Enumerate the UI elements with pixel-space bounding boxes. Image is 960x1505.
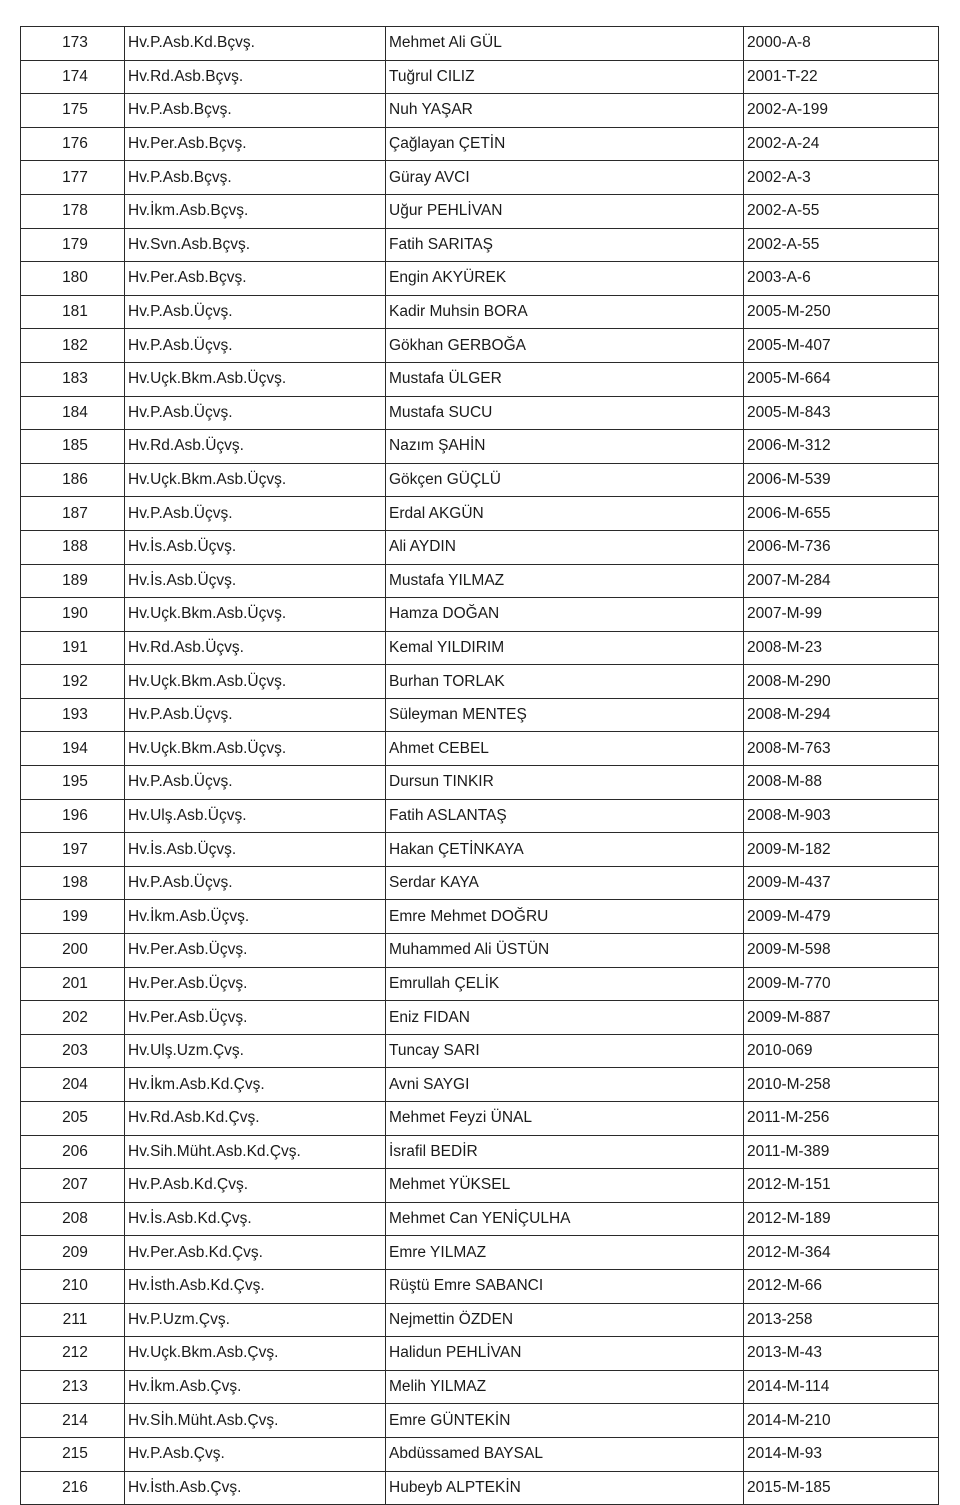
- rank-cell: Hv.P.Asb.Çvş.: [125, 1437, 386, 1471]
- person-name-cell: Serdar KAYA: [386, 866, 744, 900]
- person-name-cell: Güray AVCI: [386, 161, 744, 195]
- registry-number-cell: 2005-M-407: [744, 329, 939, 363]
- person-name-cell: Kadir Muhsin BORA: [386, 295, 744, 329]
- person-name-cell: Fatih ASLANTAŞ: [386, 799, 744, 833]
- table-row: [21, 1303, 939, 1337]
- registry-number-cell: 2010-M-258: [744, 1068, 939, 1102]
- rank-cell: Hv.Per.Asb.Kd.Çvş.: [125, 1236, 386, 1270]
- person-name-cell: Mustafa ÜLGER: [386, 362, 744, 396]
- registry-number-cell: 2010-069: [744, 1034, 939, 1068]
- person-name-cell: Engin AKYÜREK: [386, 262, 744, 296]
- registry-number-cell: 2006-M-312: [744, 430, 939, 464]
- registry-number-cell: 2015-M-185: [744, 1471, 939, 1505]
- table-row: [21, 1269, 939, 1303]
- table-row: [21, 598, 939, 632]
- row-number-cell: 180: [21, 262, 125, 296]
- table-row: [21, 27, 939, 61]
- table-row: [21, 564, 939, 598]
- person-name-cell: Tuncay SARI: [386, 1034, 744, 1068]
- rank-cell: Hv.Rd.Asb.Bçvş.: [125, 60, 386, 94]
- person-name-cell: Abdüssamed BAYSAL: [386, 1437, 744, 1471]
- person-name-cell: Gökhan GERBOĞA: [386, 329, 744, 363]
- person-name-cell: Hamza DOĞAN: [386, 598, 744, 632]
- person-name-cell: Hakan ÇETİNKAYA: [386, 833, 744, 867]
- rank-cell: Hv.Per.Asb.Bçvş.: [125, 127, 386, 161]
- rank-cell: Hv.Rd.Asb.Üçvş.: [125, 631, 386, 665]
- table-row: [21, 1437, 939, 1471]
- registry-number-cell: 2013-M-43: [744, 1337, 939, 1371]
- registry-number-cell: 2006-M-655: [744, 497, 939, 531]
- table-row: [21, 60, 939, 94]
- person-name-cell: Mehmet YÜKSEL: [386, 1169, 744, 1203]
- registry-number-cell: 2007-M-99: [744, 598, 939, 632]
- person-name-cell: Avni SAYGI: [386, 1068, 744, 1102]
- registry-number-cell: 2009-M-770: [744, 967, 939, 1001]
- rank-cell: Hv.Svn.Asb.Bçvş.: [125, 228, 386, 262]
- table-row: [21, 396, 939, 430]
- table-row: [21, 934, 939, 968]
- person-name-cell: Tuğrul CILIZ: [386, 60, 744, 94]
- table-row: [21, 463, 939, 497]
- row-number-cell: 183: [21, 362, 125, 396]
- row-number-cell: 202: [21, 1001, 125, 1035]
- table-row: [21, 766, 939, 800]
- registry-number-cell: 2012-M-189: [744, 1202, 939, 1236]
- person-name-cell: Mehmet Feyzi ÜNAL: [386, 1102, 744, 1136]
- row-number-cell: 210: [21, 1269, 125, 1303]
- row-number-cell: 176: [21, 127, 125, 161]
- table-row: [21, 631, 939, 665]
- rank-cell: Hv.Uçk.Bkm.Asb.Üçvş.: [125, 732, 386, 766]
- table-row: [21, 900, 939, 934]
- registry-number-cell: 2008-M-294: [744, 698, 939, 732]
- rank-cell: Hv.Uçk.Bkm.Asb.Üçvş.: [125, 665, 386, 699]
- table-row: [21, 1034, 939, 1068]
- registry-number-cell: 2014-M-114: [744, 1370, 939, 1404]
- person-name-cell: Kemal YILDIRIM: [386, 631, 744, 665]
- person-name-cell: Emre GÜNTEKİN: [386, 1404, 744, 1438]
- rank-cell: Hv.İs.Asb.Üçvş.: [125, 564, 386, 598]
- person-name-cell: Eniz FIDAN: [386, 1001, 744, 1035]
- rank-cell: Hv.Rd.Asb.Üçvş.: [125, 430, 386, 464]
- row-number-cell: 204: [21, 1068, 125, 1102]
- row-number-cell: 208: [21, 1202, 125, 1236]
- table-row: [21, 1337, 939, 1371]
- rank-cell: Hv.Sİh.Müht.Asb.Çvş.: [125, 1404, 386, 1438]
- person-name-cell: Mehmet Ali GÜL: [386, 27, 744, 61]
- table-row: [21, 194, 939, 228]
- person-name-cell: Halidun PEHLİVAN: [386, 1337, 744, 1371]
- rank-cell: Hv.P.Asb.Kd.Bçvş.: [125, 27, 386, 61]
- person-name-cell: Mustafa YILMAZ: [386, 564, 744, 598]
- person-name-cell: Rüştü Emre SABANCI: [386, 1269, 744, 1303]
- row-number-cell: 182: [21, 329, 125, 363]
- registry-number-cell: 2014-M-93: [744, 1437, 939, 1471]
- person-name-cell: Çağlayan ÇETİN: [386, 127, 744, 161]
- rank-cell: Hv.İsth.Asb.Çvş.: [125, 1471, 386, 1505]
- row-number-cell: 179: [21, 228, 125, 262]
- table-row: [21, 1370, 939, 1404]
- table-row: [21, 362, 939, 396]
- rank-cell: Hv.P.Asb.Bçvş.: [125, 161, 386, 195]
- rank-cell: Hv.Per.Asb.Üçvş.: [125, 934, 386, 968]
- row-number-cell: 206: [21, 1135, 125, 1169]
- table-row: [21, 799, 939, 833]
- rank-cell: Hv.P.Asb.Üçvş.: [125, 497, 386, 531]
- registry-number-cell: 2002-A-55: [744, 194, 939, 228]
- rank-cell: Hv.İs.Asb.Üçvş.: [125, 530, 386, 564]
- table-row: [21, 1169, 939, 1203]
- rank-cell: Hv.İs.Asb.Kd.Çvş.: [125, 1202, 386, 1236]
- person-name-cell: Emre Mehmet DOĞRU: [386, 900, 744, 934]
- rank-cell: Hv.İkm.Asb.Kd.Çvş.: [125, 1068, 386, 1102]
- person-name-cell: Nejmettin ÖZDEN: [386, 1303, 744, 1337]
- person-name-cell: İsrafil BEDİR: [386, 1135, 744, 1169]
- registry-number-cell: 2008-M-88: [744, 766, 939, 800]
- person-name-cell: Dursun TINKIR: [386, 766, 744, 800]
- rank-cell: Hv.Per.Asb.Üçvş.: [125, 1001, 386, 1035]
- row-number-cell: 175: [21, 94, 125, 128]
- row-number-cell: 192: [21, 665, 125, 699]
- registry-number-cell: 2002-A-24: [744, 127, 939, 161]
- row-number-cell: 173: [21, 27, 125, 61]
- registry-number-cell: 2000-A-8: [744, 27, 939, 61]
- person-name-cell: Emre YILMAZ: [386, 1236, 744, 1270]
- rank-cell: Hv.İkm.Asb.Üçvş.: [125, 900, 386, 934]
- person-name-cell: Burhan TORLAK: [386, 665, 744, 699]
- table-row: [21, 228, 939, 262]
- row-number-cell: 207: [21, 1169, 125, 1203]
- rank-cell: Hv.Per.Asb.Üçvş.: [125, 967, 386, 1001]
- registry-number-cell: 2005-M-250: [744, 295, 939, 329]
- rank-cell: Hv.Uçk.Bkm.Asb.Üçvş.: [125, 598, 386, 632]
- table-row: [21, 530, 939, 564]
- registry-number-cell: 2002-A-199: [744, 94, 939, 128]
- person-name-cell: Melih YILMAZ: [386, 1370, 744, 1404]
- row-number-cell: 213: [21, 1370, 125, 1404]
- registry-number-cell: 2013-258: [744, 1303, 939, 1337]
- person-name-cell: Erdal AKGÜN: [386, 497, 744, 531]
- table-row: [21, 127, 939, 161]
- rank-cell: Hv.Uçk.Bkm.Asb.Üçvş.: [125, 362, 386, 396]
- rank-cell: Hv.Sih.Müht.Asb.Kd.Çvş.: [125, 1135, 386, 1169]
- row-number-cell: 191: [21, 631, 125, 665]
- rank-cell: Hv.P.Asb.Üçvş.: [125, 295, 386, 329]
- row-number-cell: 190: [21, 598, 125, 632]
- person-name-cell: Muhammed Ali ÜSTÜN: [386, 934, 744, 968]
- row-number-cell: 194: [21, 732, 125, 766]
- table-row: [21, 1404, 939, 1438]
- table-row: [21, 430, 939, 464]
- rank-cell: Hv.Uçk.Bkm.Asb.Üçvş.: [125, 463, 386, 497]
- row-number-cell: 200: [21, 934, 125, 968]
- row-number-cell: 216: [21, 1471, 125, 1505]
- registry-number-cell: 2014-M-210: [744, 1404, 939, 1438]
- registry-number-cell: 2012-M-364: [744, 1236, 939, 1270]
- table-row: [21, 665, 939, 699]
- row-number-cell: 209: [21, 1236, 125, 1270]
- personnel-table-body: [21, 27, 939, 1505]
- table-row: [21, 1202, 939, 1236]
- rank-cell: Hv.P.Asb.Üçvş.: [125, 396, 386, 430]
- registry-number-cell: 2001-T-22: [744, 60, 939, 94]
- row-number-cell: 193: [21, 698, 125, 732]
- registry-number-cell: 2002-A-55: [744, 228, 939, 262]
- rank-cell: Hv.P.Asb.Bçvş.: [125, 94, 386, 128]
- registry-number-cell: 2008-M-763: [744, 732, 939, 766]
- row-number-cell: 178: [21, 194, 125, 228]
- row-number-cell: 174: [21, 60, 125, 94]
- row-number-cell: 187: [21, 497, 125, 531]
- person-name-cell: Nazım ŞAHİN: [386, 430, 744, 464]
- rank-cell: Hv.P.Asb.Üçvş.: [125, 698, 386, 732]
- registry-number-cell: 2009-M-182: [744, 833, 939, 867]
- registry-number-cell: 2012-M-151: [744, 1169, 939, 1203]
- row-number-cell: 185: [21, 430, 125, 464]
- table-row: [21, 497, 939, 531]
- table-row: [21, 833, 939, 867]
- registry-number-cell: 2005-M-843: [744, 396, 939, 430]
- row-number-cell: 196: [21, 799, 125, 833]
- table-row: [21, 1102, 939, 1136]
- row-number-cell: 199: [21, 900, 125, 934]
- row-number-cell: 184: [21, 396, 125, 430]
- rank-cell: Hv.P.Asb.Kd.Çvş.: [125, 1169, 386, 1203]
- document-page: [20, 26, 938, 1505]
- table-row: [21, 866, 939, 900]
- table-row: [21, 1068, 939, 1102]
- table-row: [21, 1236, 939, 1270]
- row-number-cell: 205: [21, 1102, 125, 1136]
- personnel-table: [20, 26, 939, 1505]
- row-number-cell: 212: [21, 1337, 125, 1371]
- table-row: [21, 329, 939, 363]
- registry-number-cell: 2007-M-284: [744, 564, 939, 598]
- table-row: [21, 967, 939, 1001]
- person-name-cell: Nuh YAŞAR: [386, 94, 744, 128]
- registry-number-cell: 2011-M-389: [744, 1135, 939, 1169]
- row-number-cell: 201: [21, 967, 125, 1001]
- table-row: [21, 1471, 939, 1505]
- registry-number-cell: 2006-M-539: [744, 463, 939, 497]
- person-name-cell: Fatih SARITAŞ: [386, 228, 744, 262]
- person-name-cell: Gökçen GÜÇLÜ: [386, 463, 744, 497]
- registry-number-cell: 2011-M-256: [744, 1102, 939, 1136]
- row-number-cell: 186: [21, 463, 125, 497]
- registry-number-cell: 2009-M-479: [744, 900, 939, 934]
- person-name-cell: Emrullah ÇELİK: [386, 967, 744, 1001]
- registry-number-cell: 2008-M-23: [744, 631, 939, 665]
- row-number-cell: 181: [21, 295, 125, 329]
- person-name-cell: Uğur PEHLİVAN: [386, 194, 744, 228]
- registry-number-cell: 2008-M-903: [744, 799, 939, 833]
- rank-cell: Hv.İkm.Asb.Çvş.: [125, 1370, 386, 1404]
- row-number-cell: 189: [21, 564, 125, 598]
- registry-number-cell: 2002-A-3: [744, 161, 939, 195]
- table-row: [21, 732, 939, 766]
- table-row: [21, 262, 939, 296]
- table-row: [21, 1001, 939, 1035]
- rank-cell: Hv.Ulş.Asb.Üçvş.: [125, 799, 386, 833]
- rank-cell: Hv.P.Asb.Üçvş.: [125, 866, 386, 900]
- registry-number-cell: 2003-A-6: [744, 262, 939, 296]
- table-row: [21, 698, 939, 732]
- rank-cell: Hv.İsth.Asb.Kd.Çvş.: [125, 1269, 386, 1303]
- table-row: [21, 94, 939, 128]
- person-name-cell: Süleyman MENTEŞ: [386, 698, 744, 732]
- registry-number-cell: 2006-M-736: [744, 530, 939, 564]
- table-row: [21, 161, 939, 195]
- registry-number-cell: 2008-M-290: [744, 665, 939, 699]
- row-number-cell: 198: [21, 866, 125, 900]
- row-number-cell: 215: [21, 1437, 125, 1471]
- registry-number-cell: 2009-M-887: [744, 1001, 939, 1035]
- rank-cell: Hv.Ulş.Uzm.Çvş.: [125, 1034, 386, 1068]
- rank-cell: Hv.Rd.Asb.Kd.Çvş.: [125, 1102, 386, 1136]
- table-row: [21, 295, 939, 329]
- person-name-cell: Hubeyb ALPTEKİN: [386, 1471, 744, 1505]
- row-number-cell: 197: [21, 833, 125, 867]
- registry-number-cell: 2012-M-66: [744, 1269, 939, 1303]
- rank-cell: Hv.İkm.Asb.Bçvş.: [125, 194, 386, 228]
- table-row: [21, 1135, 939, 1169]
- registry-number-cell: 2009-M-437: [744, 866, 939, 900]
- row-number-cell: 211: [21, 1303, 125, 1337]
- rank-cell: Hv.Uçk.Bkm.Asb.Çvş.: [125, 1337, 386, 1371]
- rank-cell: Hv.İs.Asb.Üçvş.: [125, 833, 386, 867]
- registry-number-cell: 2005-M-664: [744, 362, 939, 396]
- rank-cell: Hv.P.Asb.Üçvş.: [125, 766, 386, 800]
- rank-cell: Hv.Per.Asb.Bçvş.: [125, 262, 386, 296]
- row-number-cell: 195: [21, 766, 125, 800]
- person-name-cell: Mehmet Can YENİÇULHA: [386, 1202, 744, 1236]
- rank-cell: Hv.P.Uzm.Çvş.: [125, 1303, 386, 1337]
- registry-number-cell: 2009-M-598: [744, 934, 939, 968]
- person-name-cell: Mustafa SUCU: [386, 396, 744, 430]
- person-name-cell: Ali AYDIN: [386, 530, 744, 564]
- row-number-cell: 214: [21, 1404, 125, 1438]
- person-name-cell: Ahmet CEBEL: [386, 732, 744, 766]
- row-number-cell: 188: [21, 530, 125, 564]
- rank-cell: Hv.P.Asb.Üçvş.: [125, 329, 386, 363]
- row-number-cell: 177: [21, 161, 125, 195]
- row-number-cell: 203: [21, 1034, 125, 1068]
